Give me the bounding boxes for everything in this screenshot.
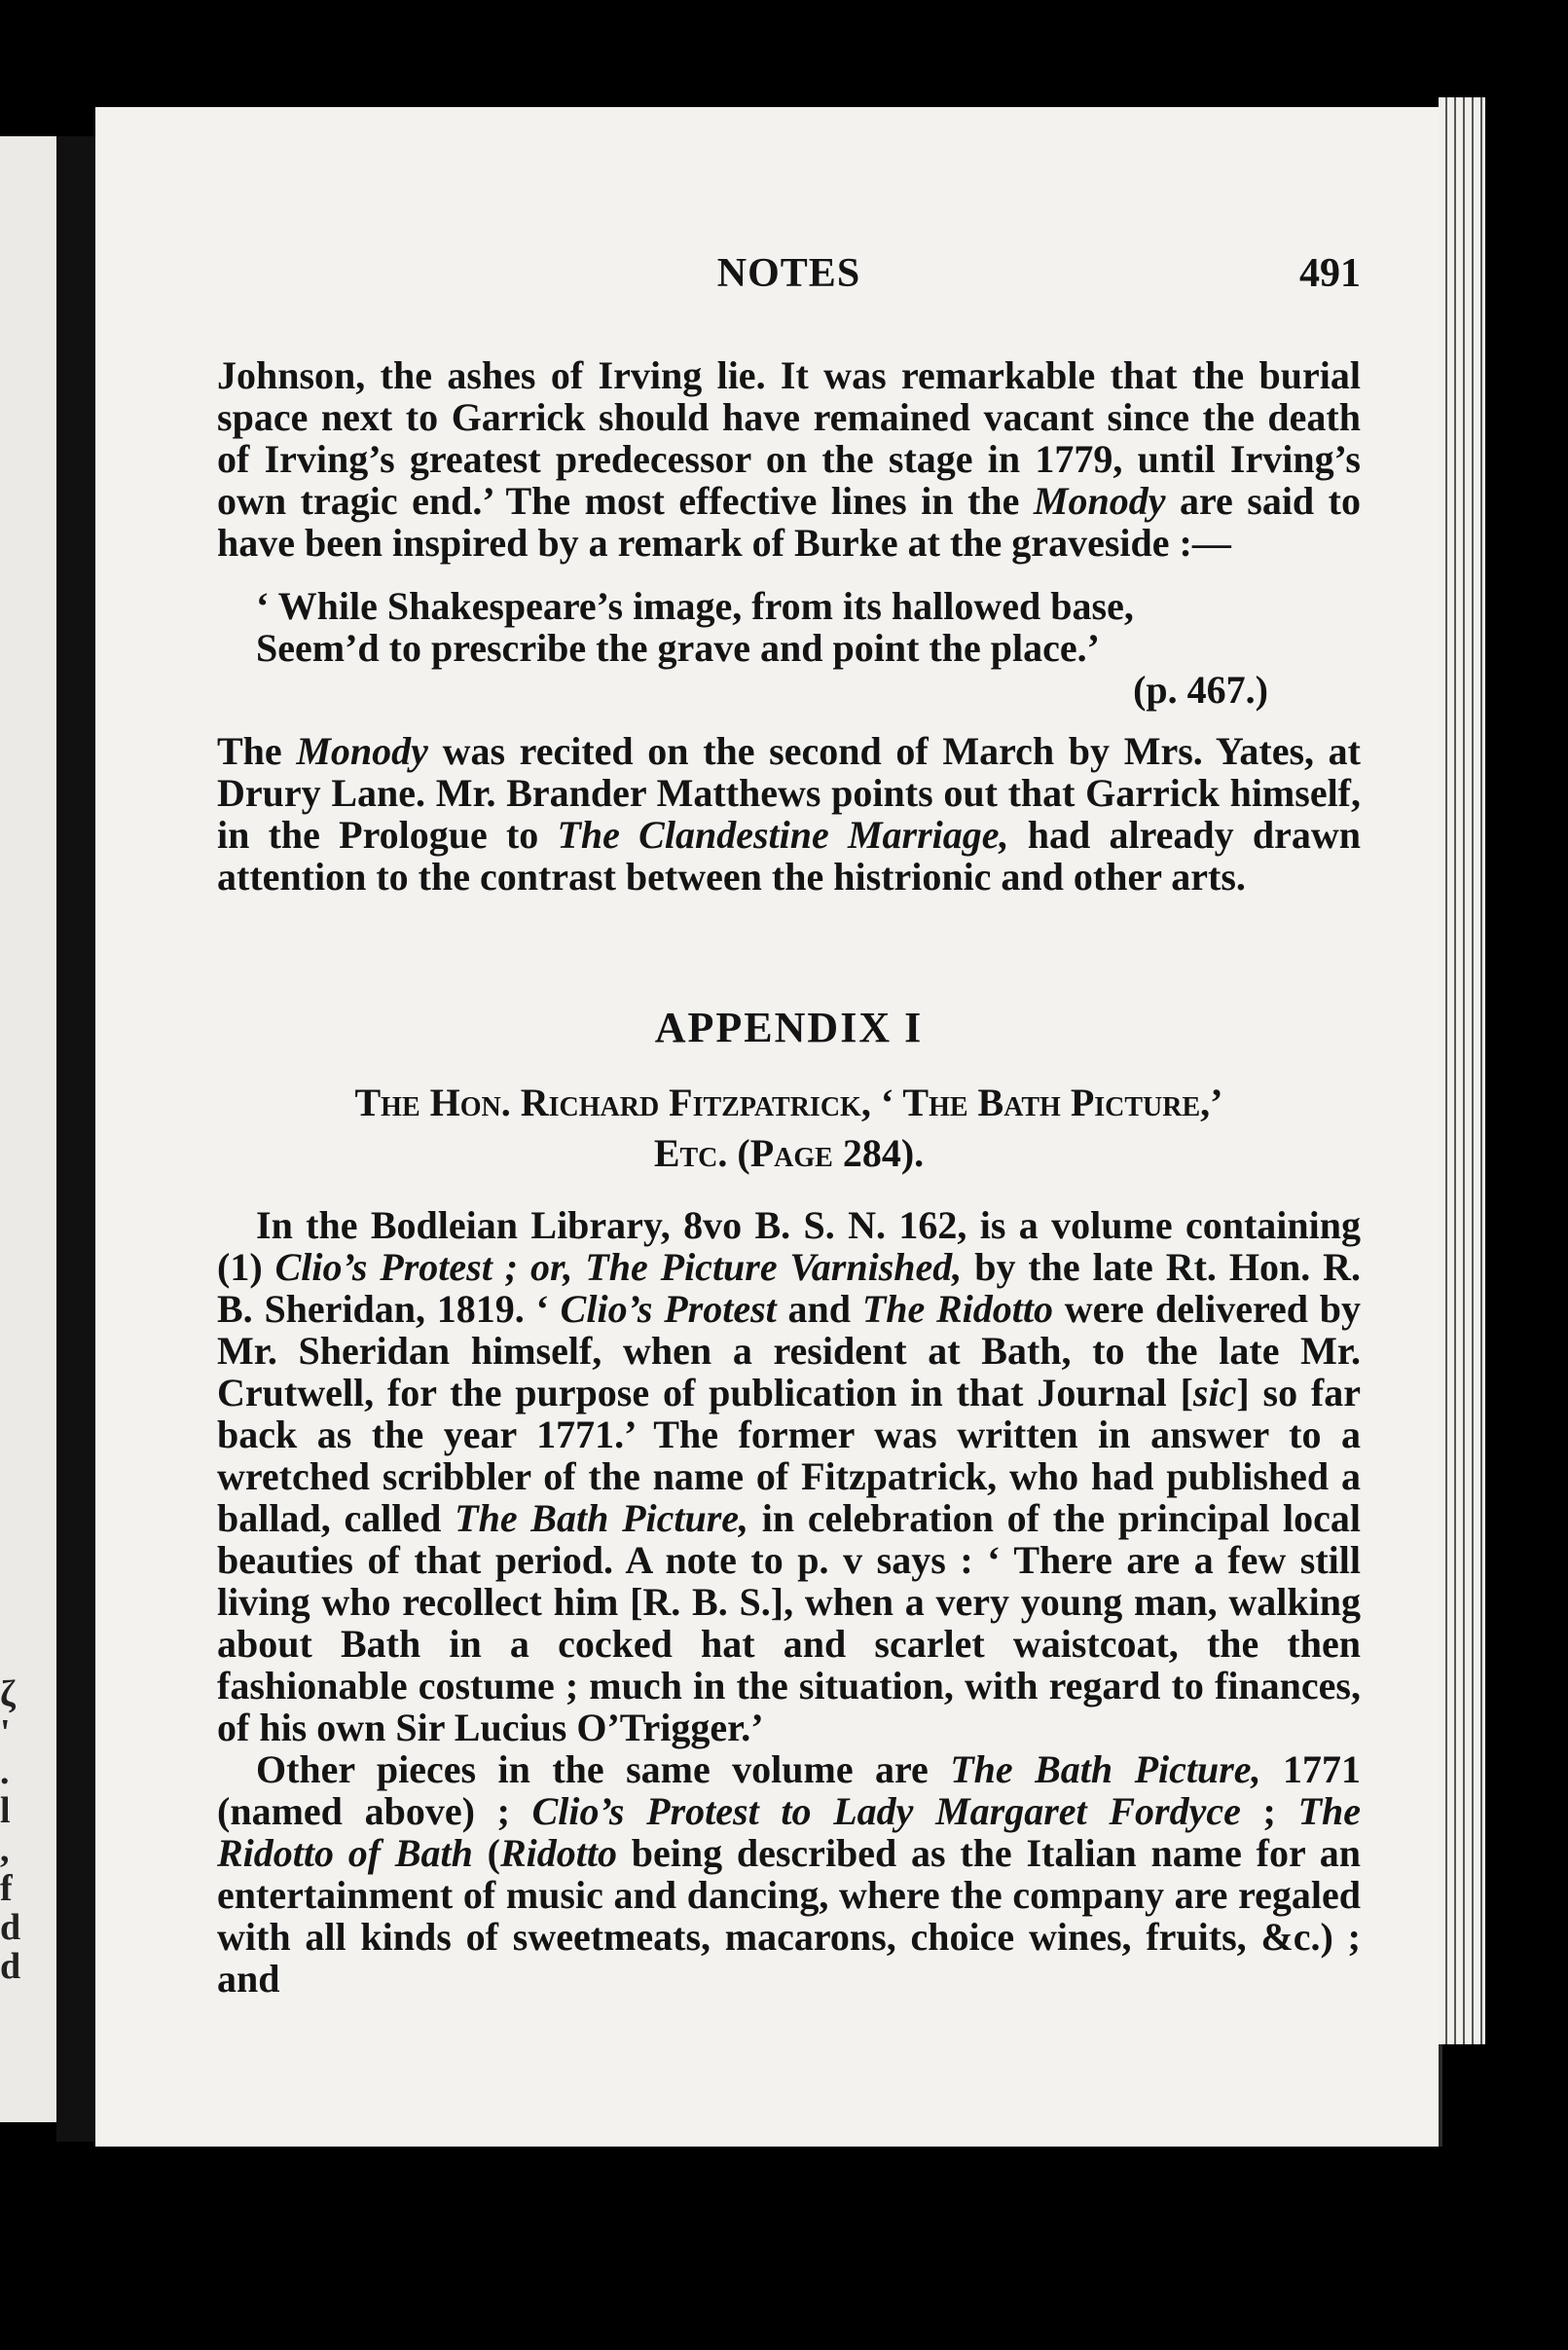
- margin-letter: f: [0, 1868, 13, 1909]
- quote-citation: (p. 467.): [1133, 668, 1268, 712]
- margin-letter: ': [0, 1712, 11, 1753]
- margin-letter: d: [0, 1946, 21, 1987]
- verse-quote: [256, 585, 1268, 711]
- book-page: [95, 107, 1442, 2147]
- adjacent-page-letters: [0, 1674, 29, 1986]
- appendix-subheading: The Hon. Richard Fitzpatrick, ‘ The Bath Picture,’ Etc. (Page 284).: [354, 1081, 1223, 1175]
- page-stack-edge: [1439, 97, 1485, 2044]
- appendix-heading: APPENDIX I: [654, 1004, 924, 1051]
- paragraph-continuation: Johnson, the ashes of Irving lie. It was remarkable that the burial space next to Garrick should have remained vacant since the death of Irving’s greatest predecessor on the stage in 1779, until Irving’s own tragic end.’ The most effective lines in the Monody are said to have been inspired by a remark of Burke at the graveside :—: [217, 353, 1361, 565]
- paragraph-monody: The Monody was recited on the second of March by Mrs. Yates, at Drury Lane. Mr. Brander Matthews points out that Garrick himself, in the Prologue to The Clandestine Marriage, had already drawn attention to the contrast between the histrionic and other arts.: [217, 729, 1361, 899]
- margin-letter: d: [0, 1907, 21, 1948]
- page-number: 491: [1299, 251, 1361, 296]
- margin-letter: ζ: [0, 1673, 16, 1714]
- paragraph-bodleian: In the Bodleian Library, 8vo B. S. N. 162, is a volume containing (1) Clio’s Protest ; or, The Picture Varnished, by the late Rt. Hon. R. B. Sheridan, 1819. ‘ Clio’s Protest and The Ridotto were delivered by Mr. Sheridan himself, when a resident at Bath, to the late Mr. Crutwell, for the purpose of publication in that Journal [sic] so far back as the year 1771.’ The former was written in answer to a wretched scribbler of the name of Fitzpatrick, who had published a ballad, called The Bath Picture, in celebration of the principal local beauties of that period. A note to p. v says : ‘ There are a few still living who recollect him [R. B. S.], when a very young man, walking about Bath in a cocked hat and scarlet waistcoat, the then fashionable costume ; much in the situation, with regard to finances, of his own Sir Lucius O’Trigger.’: [217, 1203, 1362, 1749]
- quote-line: ‘ While Shakespeare’s image, from its hallowed base,: [256, 584, 1134, 628]
- margin-letter: ,: [0, 1829, 10, 1870]
- paragraph-other-pieces: Other pieces in the same volume are The Bath Picture, 1771 (named above) ; Clio’s Protest to Lady Margaret Fordyce ; The Ridotto of Bath (Ridotto being described as the Italian name for an entertainment of music and dancing, where the company are regaled with all kinds of sweetmeats, macarons, choice wines, fruits, &c.) ; and: [217, 1747, 1362, 2001]
- quote-line: Seem’d to prescribe the grave and point the place.’: [256, 626, 1100, 670]
- page-text: [217, 253, 1361, 2000]
- margin-letter: .: [0, 1751, 10, 1792]
- book-gutter: [56, 136, 95, 2142]
- running-head: [217, 253, 1361, 331]
- running-title: NOTES: [716, 251, 861, 296]
- margin-letter: l: [0, 1790, 11, 1831]
